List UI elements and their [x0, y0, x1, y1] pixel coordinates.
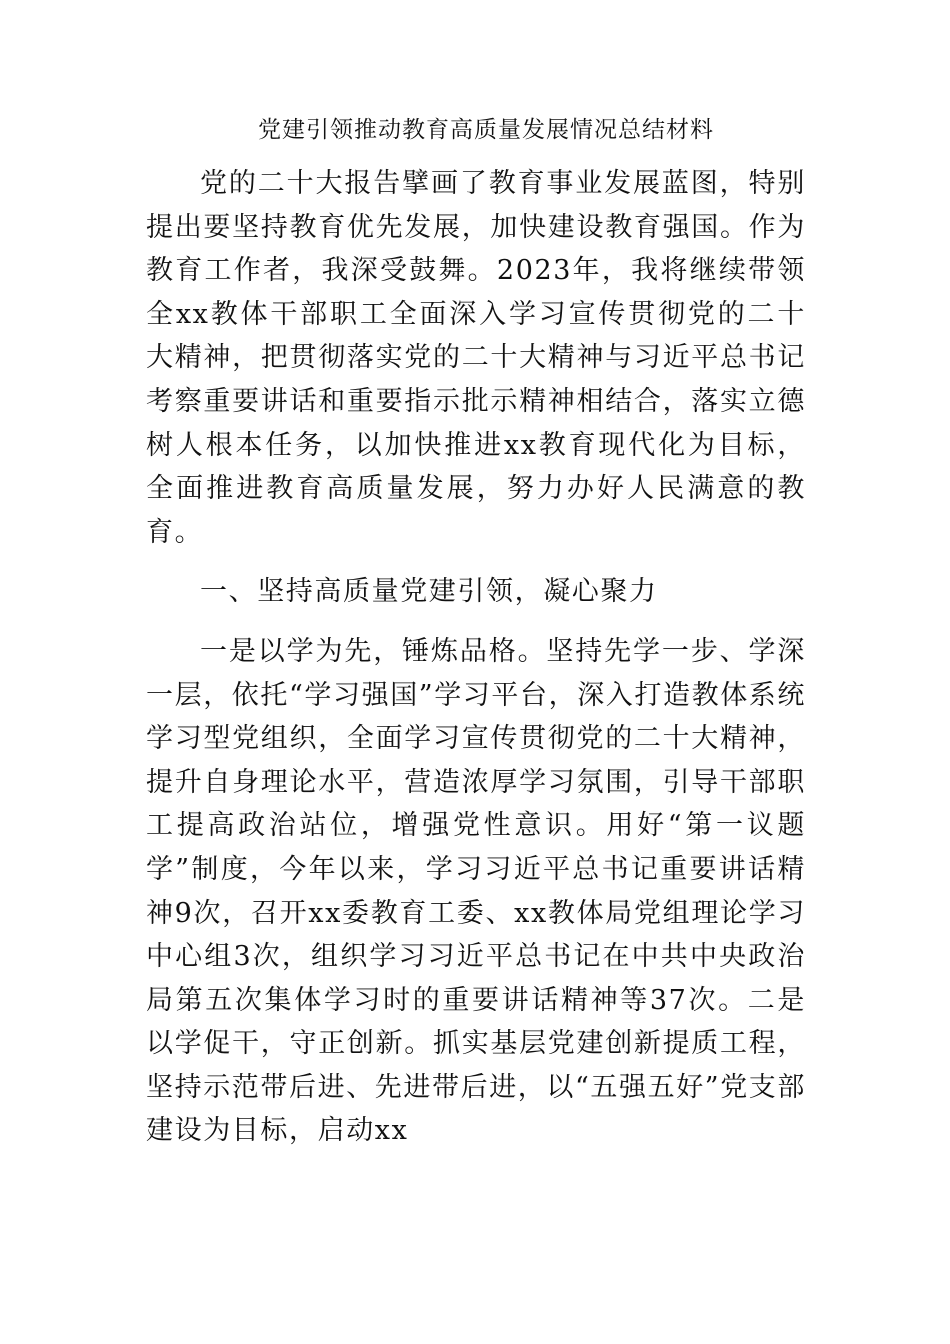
- document-title: 党建引领推动教育高质量发展情况总结材料: [258, 117, 714, 143]
- section-heading: 一、坚持高质量党建引领，凝心聚力: [200, 576, 658, 608]
- document-body: [146, 108, 806, 1153]
- body-paragraph: 一是以学为先，锤炼品格。坚持先学一步、学深一层，依托“学习强国”学习平台，深入打造教体系统学习型党组织，全面学习宣传贯彻党的二十大精神，提升自身理论水平，营造浓厚学习氛围，引导干部职工提高政治站位，增强党性意识。用好“第一议题学”制度，今年以来，学习习近平总书记重要讲话精神9次，召开xx委教育工委、xx教体局党组理论学习中心组3次，组织学习习近平总书记在中共中央政治局第五次集体学习时的重要讲话精神等37次。二是以学促干，守正创新。抓实基层党建创新提质工程，坚持示范带后进、先进带后进，以“五强五好”党支部建设为目标，启动xx: [146, 635, 807, 1147]
- intro-paragraph: 党的二十大报告擘画了教育事业发展蓝图，特别提出要坚持教育优先发展，加快建设教育强国。作为教育工作者，我深受鼓舞。2023年，我将继续带领全xx教体干部职工全面深入学习宣传贯彻党的二十大精神，把贯彻落实党的二十大精神与习近平总书记考察重要讲话和重要指示批示精神相结合，落实立德树人根本任务，以加快推进xx教育现代化为目标，全面推进教育高质量发展，努力办好人民满意的教育。: [146, 168, 806, 548]
